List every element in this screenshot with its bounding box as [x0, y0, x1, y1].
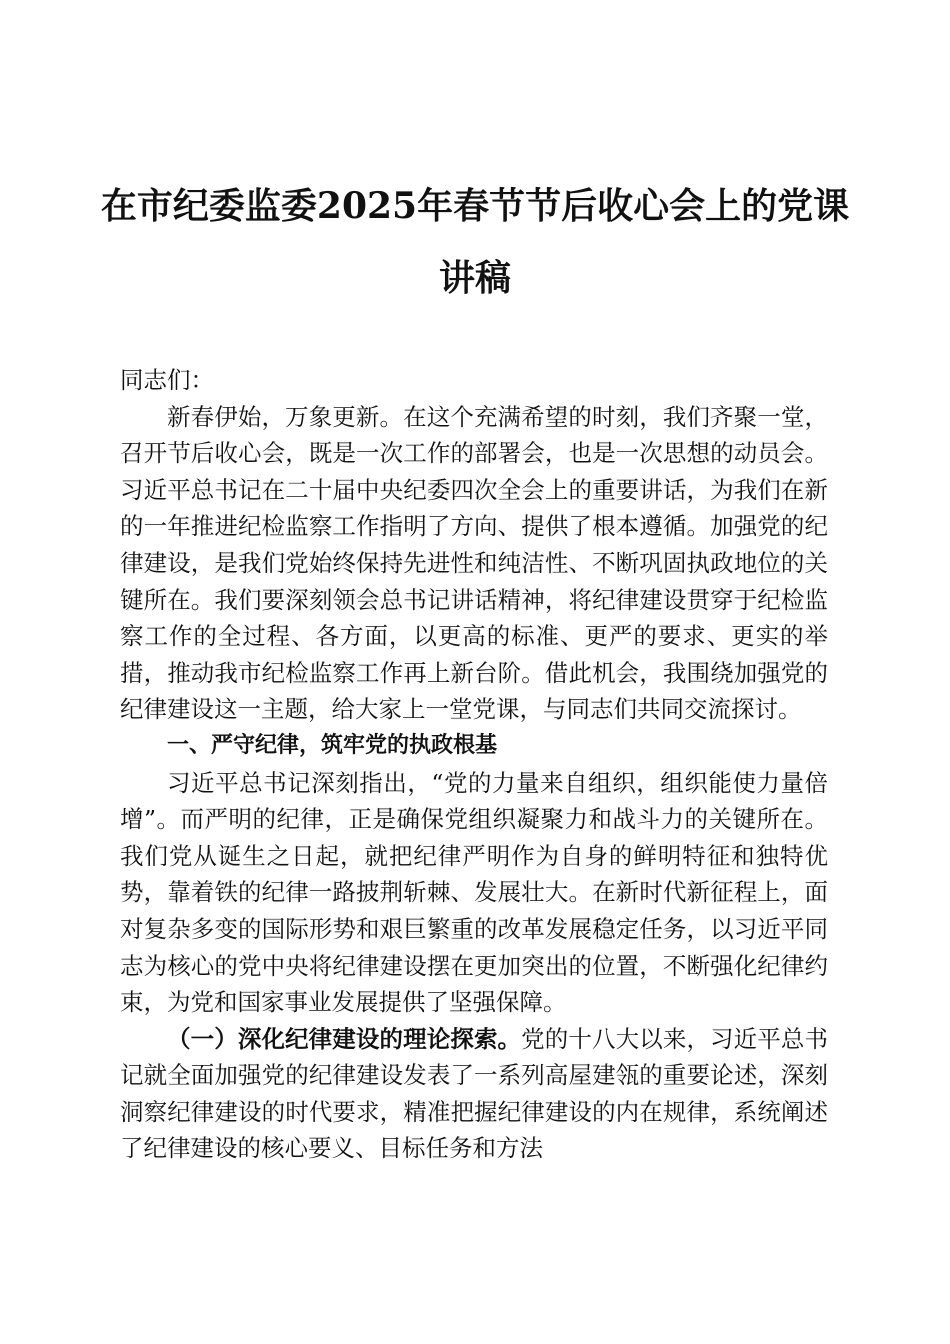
subsection-1-heading: （一）深化纪律建设的理论探索。 — [167, 1024, 522, 1053]
intro-paragraph: 新春伊始，万象更新。在这个充满希望的时刻，我们齐聚一堂，召开节后收心会，既是一次工作的部署会，也是一次思想的动员会。习近平总书记在二十届中央纪委四次全会上的重要讲话，为我们在新的一年推进纪检监察工作指明了方向、提供了根本遵循。加强党的纪律建设，是我们党始终保持先进性和纯洁性、不断巩固执政地位的关键所在。我们要深刻领会总书记讲话精神，将纪律建设贯穿于纪检监察工作的全过程、各方面，以更高的标准、更严的要求、更实的举措，推动我市纪检监察工作再上新台阶。借此机会，我围绕加强党的纪律建设这一主题，给大家上一堂党课，与同志们共同交流探讨。 — [120, 402, 828, 724]
subsection-1-text: 党的十八大以来，习近平总书记就全面加强党的纪律建设发表了一系列高屋建瓴的重要论述，深刻洞察纪律建设的时代要求，精准把握纪律建设的内在规律，系统阐述了纪律建设的核心要义、目标任务和方法 — [120, 1024, 829, 1163]
document-title: 在市纪委监委2025年春节节后收心会上的党课讲稿 — [100, 185, 850, 299]
section-1-paragraph: 习近平总书记深刻指出，“党的力量来自组织，组织能使力量倍增”。而严明的纪律，正是确保党组织凝聚力和战斗力的关键所在。我们党从诞生之日起，就把纪律严明作为自身的鲜明特征和独特优势，靠着铁的纪律一路披荆斩棘、发展壮大。在新时代新征程上，面对复杂多变的国际形势和艰巨繁重的改革发展稳定任务，以习近平同志为核心的党中央将纪律建设摆在更加突出的位置，不断强化纪律约束，为党和国家事业发展提供了坚强保障。 — [120, 768, 828, 1017]
salutation: 同志们： — [120, 366, 214, 394]
section-1-heading: 一、严守纪律，筑牢党的执政根基 — [167, 732, 498, 758]
subsection-1-paragraph — [120, 1021, 828, 1167]
document-body — [120, 362, 828, 1167]
